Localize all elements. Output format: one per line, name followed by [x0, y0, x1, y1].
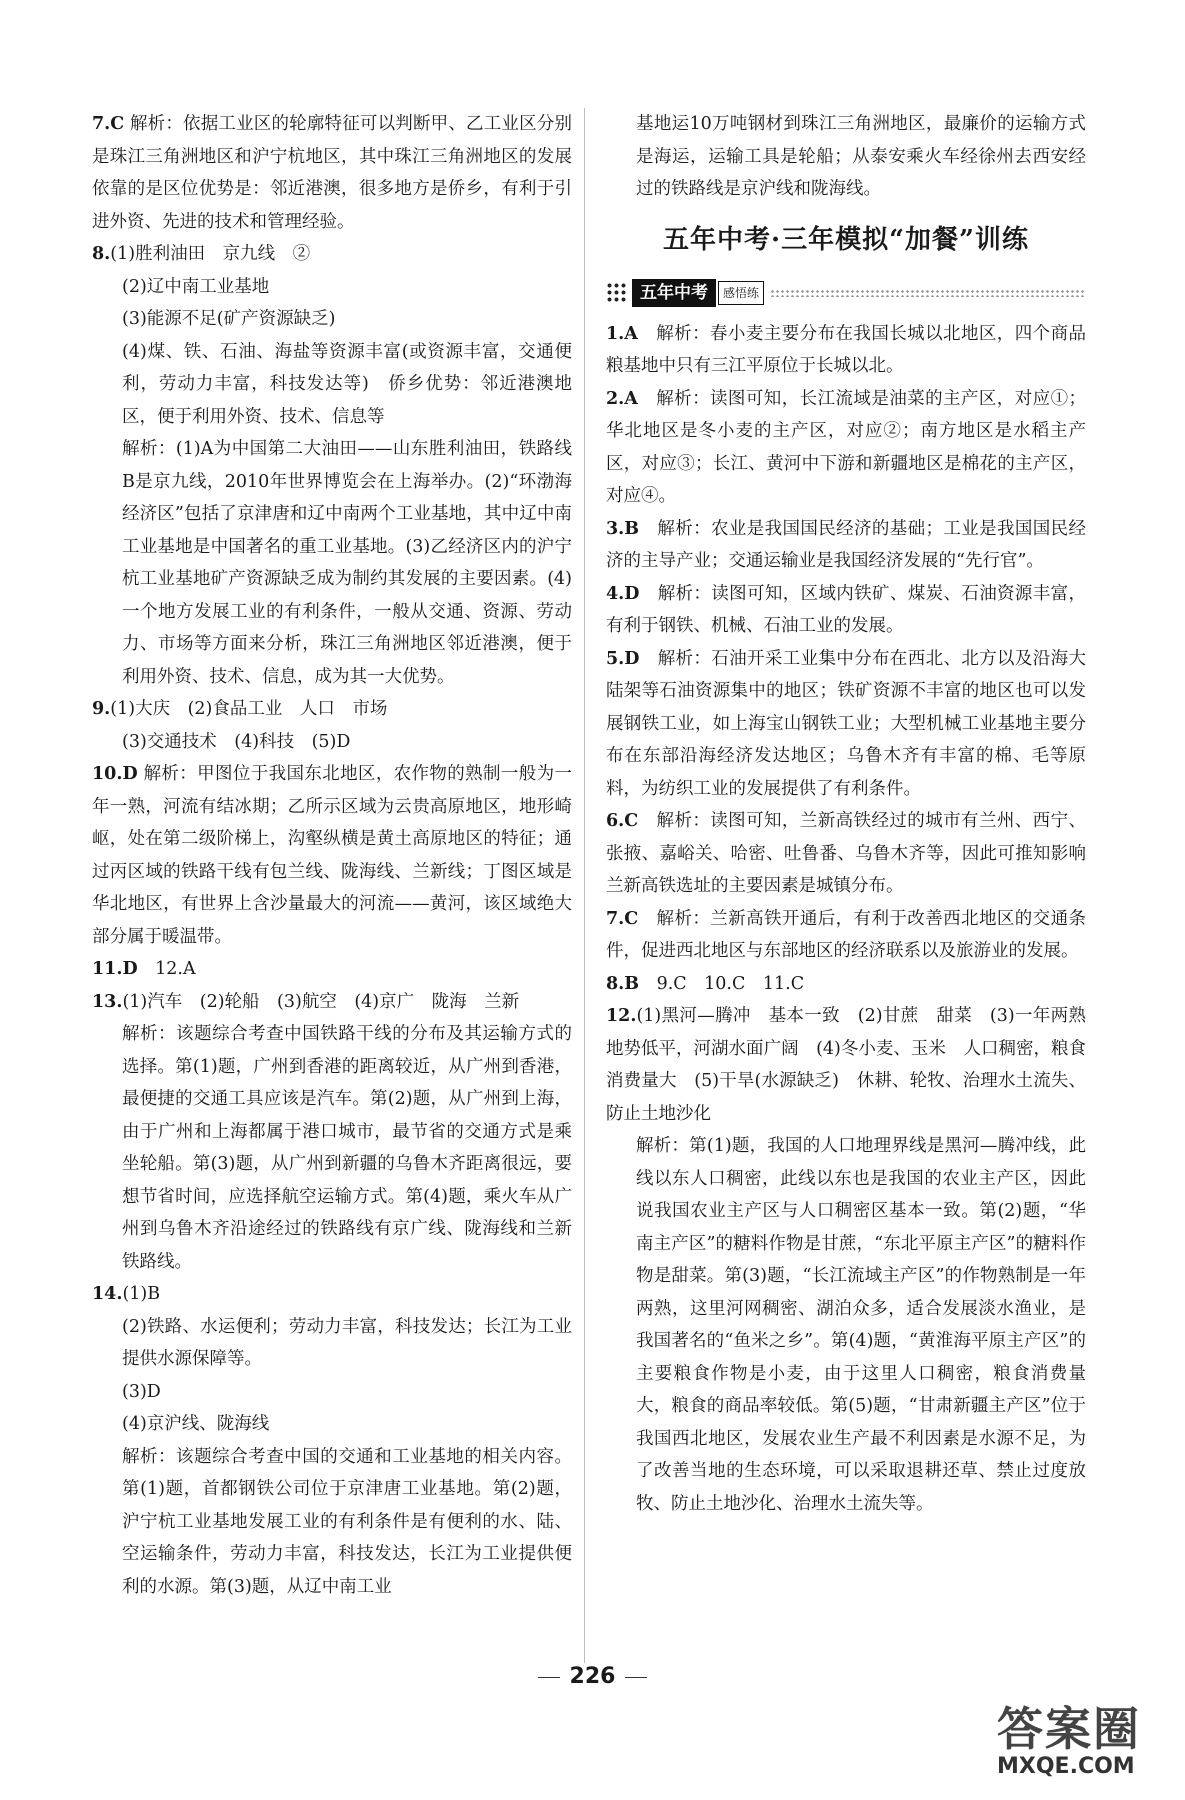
- answer-block: [606, 1130, 1086, 1520]
- answer-number: 10.D: [92, 764, 138, 784]
- answer-text: 解析：第(1)题，我国的人口地理界线是黑河—腾冲线，此线以东人口稠密，此线以东也是我国的农业主产区，因此说我国农业主产区与人口稠密区基本一致。第(2)题，“华南主产区”的糖料作物是甘蔗，“东北平原主产区”的糖料作物是甜菜。第(3)题，“长江流域主产区”的作物熟制是一年两熟，这里河网稠密、湖泊众多，适合发展淡水渔业，是我国著名的“鱼米之乡”。第(4)题，“黄淮海平原主产区”的主要粮食作物是小麦，由于这里人口稠密，粮食消费量大，粮食的商品率较低。第(5)题，“甘肃新疆主产区”位于我国西北地区，发展农业生产最不利因素是水源不足，为了改善当地的生态环境，可以采取退耕还草、禁止过度放牧、防止土地沙化、治理水土流失等。: [636, 1136, 1086, 1514]
- answer-text: (1)黑河—腾冲 基本一致 (2)甘蔗 甜菜 (3)一年两熟 地势低平，河湖水面广阔 (4)冬小麦、玉米 人口稠密，粮食消费量大 (5)干旱(水源缺乏) 休耕、轮牧、治理水土流失、防止土地沙化: [606, 1006, 1104, 1124]
- answer-block: [92, 1018, 572, 1278]
- answer-block: [92, 986, 572, 1019]
- answer-number: 2.A: [606, 388, 638, 409]
- answer-number: 14.: [92, 1284, 123, 1304]
- answer-text: 12.A: [155, 959, 196, 979]
- answer-number: 4.D: [606, 583, 640, 604]
- answer-text: (1)B: [122, 1284, 161, 1304]
- answer-block: [606, 383, 1086, 513]
- answer-block: [606, 903, 1086, 968]
- answer-number: 8.B: [606, 973, 640, 994]
- answer-text: 9.C 10.C 11.C: [656, 973, 805, 994]
- answer-number: 5.D: [606, 648, 640, 669]
- answer-text: 解析：(1)A为中国第二大油田——山东胜利油田，铁路线B是京九线，2010年世界博览会在上海举办。(2)“环渤海经济区”包括了京津唐和辽中南两个工业基地，其中辽中南工业基地是中国著名的重工业基地。(3)乙经济区内的沪宁杭工业基地矿产资源缺乏成为制约其发展的主要因素。(4)一个地方发展工业的有利条件，一般从交通、资源、劳动力、市场等方面来分析，珠江三角洲地区邻近港澳，便于利用外资、技术、信息，成为其一大优势。: [122, 439, 572, 687]
- answer-block: [92, 433, 572, 693]
- dot-grid-icon: [606, 282, 628, 304]
- answer-block: [92, 1441, 572, 1604]
- answer-text: 解析：石油开采工业集中分布在西北、北方以及沿海大陆架等石油资源集中的地区；铁矿资源不丰富的地区也可以发展钢铁工业，如上海宝山钢铁工业；大型机械工业基地主要分布在东部沿海经济发达地区；乌鲁木齐有丰富的棉、毛等原料，为纺织工业的发展提供了有利条件。: [606, 648, 1087, 799]
- answer-block: [92, 1408, 572, 1441]
- column-divider: [584, 108, 585, 1663]
- right-column: [606, 108, 1104, 1520]
- answer-number: 1.A: [606, 323, 638, 344]
- answer-block: [92, 1278, 572, 1311]
- answer-block: [606, 1000, 1104, 1130]
- dotted-rule: [770, 289, 1086, 297]
- banner-subtag: 感悟练: [718, 281, 764, 305]
- answer-block: [606, 968, 1086, 1001]
- answer-text: (2)铁路、水运便利；劳动力丰富，科技发达；长江为工业提供水源保障等。: [122, 1316, 572, 1369]
- answer-text: 解析：春小麦主要分布在我国长城以北地区，四个商品粮基地中只有三江平原位于长城以北。: [606, 323, 1087, 376]
- answer-text: 解析：兰新高铁开通后，有利于改善西北地区的交通条件，促进西北地区与东部地区的经济联系以及旅游业的发展。: [606, 908, 1087, 961]
- answer-text: (3)交通技术 (4)科技 (5)D: [122, 731, 351, 752]
- answer-text: 解析：甲图位于我国东北地区，农作物的熟制一般为一年一熟，河流有结冰期；乙所示区域为云贵高原地区，地形崎岖，处在第二级阶梯上，沟壑纵横是黄土高原地区的特征；通过丙区域的铁路干线有包兰线、陇海线、兰新线；丁图区域是华北地区，有世界上含沙量最大的河流——黄河，该区域绝大部分属于暖温带。: [92, 764, 572, 947]
- answer-block: [606, 578, 1086, 643]
- left-column: [92, 108, 572, 1603]
- answer-number: 3.B: [606, 518, 640, 539]
- answer-text: (1)汽车 (2)轮船 (3)航空 (4)京广 陇海 兰新: [122, 991, 520, 1012]
- answer-block: [606, 643, 1086, 806]
- page-number-text: 226: [569, 1664, 616, 1689]
- answer-number: 9.: [92, 699, 111, 719]
- answer-block: [92, 1376, 572, 1409]
- section-banner: [606, 276, 1086, 310]
- answer-text: 解析：读图可知，兰新高铁经过的城市有兰州、西宁、张掖、嘉峪关、哈密、吐鲁番、乌鲁木齐等，因此可推知影响兰新高铁选址的主要因素是城镇分布。: [606, 811, 1087, 896]
- answer-block: [92, 693, 572, 726]
- answer-text: 解析：依据工业区的轮廓特征可以判断甲、乙工业区分别是珠江三角洲地区和沪宁杭地区，其中珠江三角洲地区的发展依靠的是区位优势是：邻近港澳，很多地方是侨乡，有利于引进外资、先进的技术和管理经验。: [92, 114, 572, 232]
- answer-block: [92, 1311, 572, 1376]
- answer-number: 7.C: [92, 114, 125, 134]
- answer-text: (2)辽中南工业基地: [122, 276, 270, 297]
- site-watermark: [997, 1704, 1167, 1790]
- answer-block: [606, 108, 1086, 206]
- answer-block: [92, 336, 572, 434]
- banner-tag: 五年中考: [632, 279, 716, 307]
- answer-text: 解析：该题综合考查中国铁路干线的分布及其运输方式的选择。第(1)题，广州到香港的距离较近，从广州到香港，最便捷的交通工具应该是汽车。第(2)题，从广州到上海，由于广州和上海都属于港口城市，最节省的交通方式是乘坐轮船。第(3)题，从广州到新疆的乌鲁木齐距离很远，要想节省时间，应选择航空运输方式。第(4)题，乘火车从广州到乌鲁木齐沿途经过的铁路线有京广线、陇海线和兰新铁路线。: [122, 1024, 572, 1272]
- answer-block: [92, 726, 572, 759]
- continued-text: 基地运10万吨钢材到珠江三角洲地区，最廉价的运输方式是海运，运输工具是轮船；从泰安乘火车经徐州去西安经过的铁路线是京沪线和陇海线。: [636, 114, 1086, 199]
- answer-number: 6.C: [606, 811, 639, 831]
- section-title: 五年中考·三年模拟“加餐”训练: [663, 224, 1029, 255]
- answer-block: [92, 953, 572, 986]
- answer-number: 8.: [92, 244, 111, 264]
- answer-block: [92, 238, 572, 271]
- answer-text: 解析：农业是我国国民经济的基础；工业是我国国民经济的主导产业；交通运输业是我国经济发展的“先行官”。: [606, 518, 1087, 571]
- page-number-rule-right: [625, 1677, 647, 1678]
- answer-text: (1)胜利油田 京九线 ②: [110, 244, 311, 264]
- answer-text: (4)京沪线、陇海线: [122, 1414, 270, 1434]
- answer-block: [92, 108, 572, 238]
- answer-text: (3)能源不足(矿产资源缺乏): [122, 309, 336, 329]
- answer-text: 解析：读图可知，区域内铁矿、煤炭、石油资源丰富，有利于钢铁、机械、石油工业的发展。: [606, 583, 1087, 636]
- page-number-rule-left: [538, 1677, 560, 1678]
- answer-number: 13.: [92, 991, 123, 1012]
- answer-text: 解析：读图可知，长江流域是油菜的主产区，对应①；华北地区是冬小麦的主产区，对应②；南方地区是水稻主产区，对应③；长江、黄河中下游和新疆地区是棉花的主产区，对应④。: [606, 388, 1087, 506]
- answer-text: 解析：该题综合考查中国的交通和工业基地的相关内容。第(1)题，首都钢铁公司位于京津唐工业基地。第(2)题，沪宁杭工业基地发展工业的有利条件是有便利的水、陆、空运输条件，劳动力丰富，科技发达，长江为工业提供便利的水源。第(3)题，从辽中南工业: [122, 1446, 572, 1597]
- answer-block: [92, 303, 572, 336]
- answer-block: [606, 318, 1086, 383]
- answer-block: [606, 513, 1086, 578]
- answer-number: 12.: [606, 1006, 637, 1026]
- answer-block: [92, 758, 572, 953]
- answer-block: [606, 805, 1086, 903]
- answer-number: 11.D: [92, 959, 138, 979]
- watermark-url: MXQE.COM: [997, 1754, 1135, 1779]
- answer-number: 7.C: [606, 908, 639, 929]
- answer-text: (3)D: [122, 1381, 161, 1402]
- answer-block: [92, 271, 572, 304]
- answer-text: (4)煤、铁、石油、海盐等资源丰富(或资源丰富，交通便利，劳动力丰富，科技发达等) 侨乡优势：邻近港澳地区，便于利用外资、技术、信息等: [122, 341, 572, 427]
- watermark-logo-text: 答案圈: [997, 1702, 1141, 1756]
- page-number: [0, 1664, 1185, 1689]
- answer-text: (1)大庆 (2)食品工业 人口 市场: [110, 699, 388, 719]
